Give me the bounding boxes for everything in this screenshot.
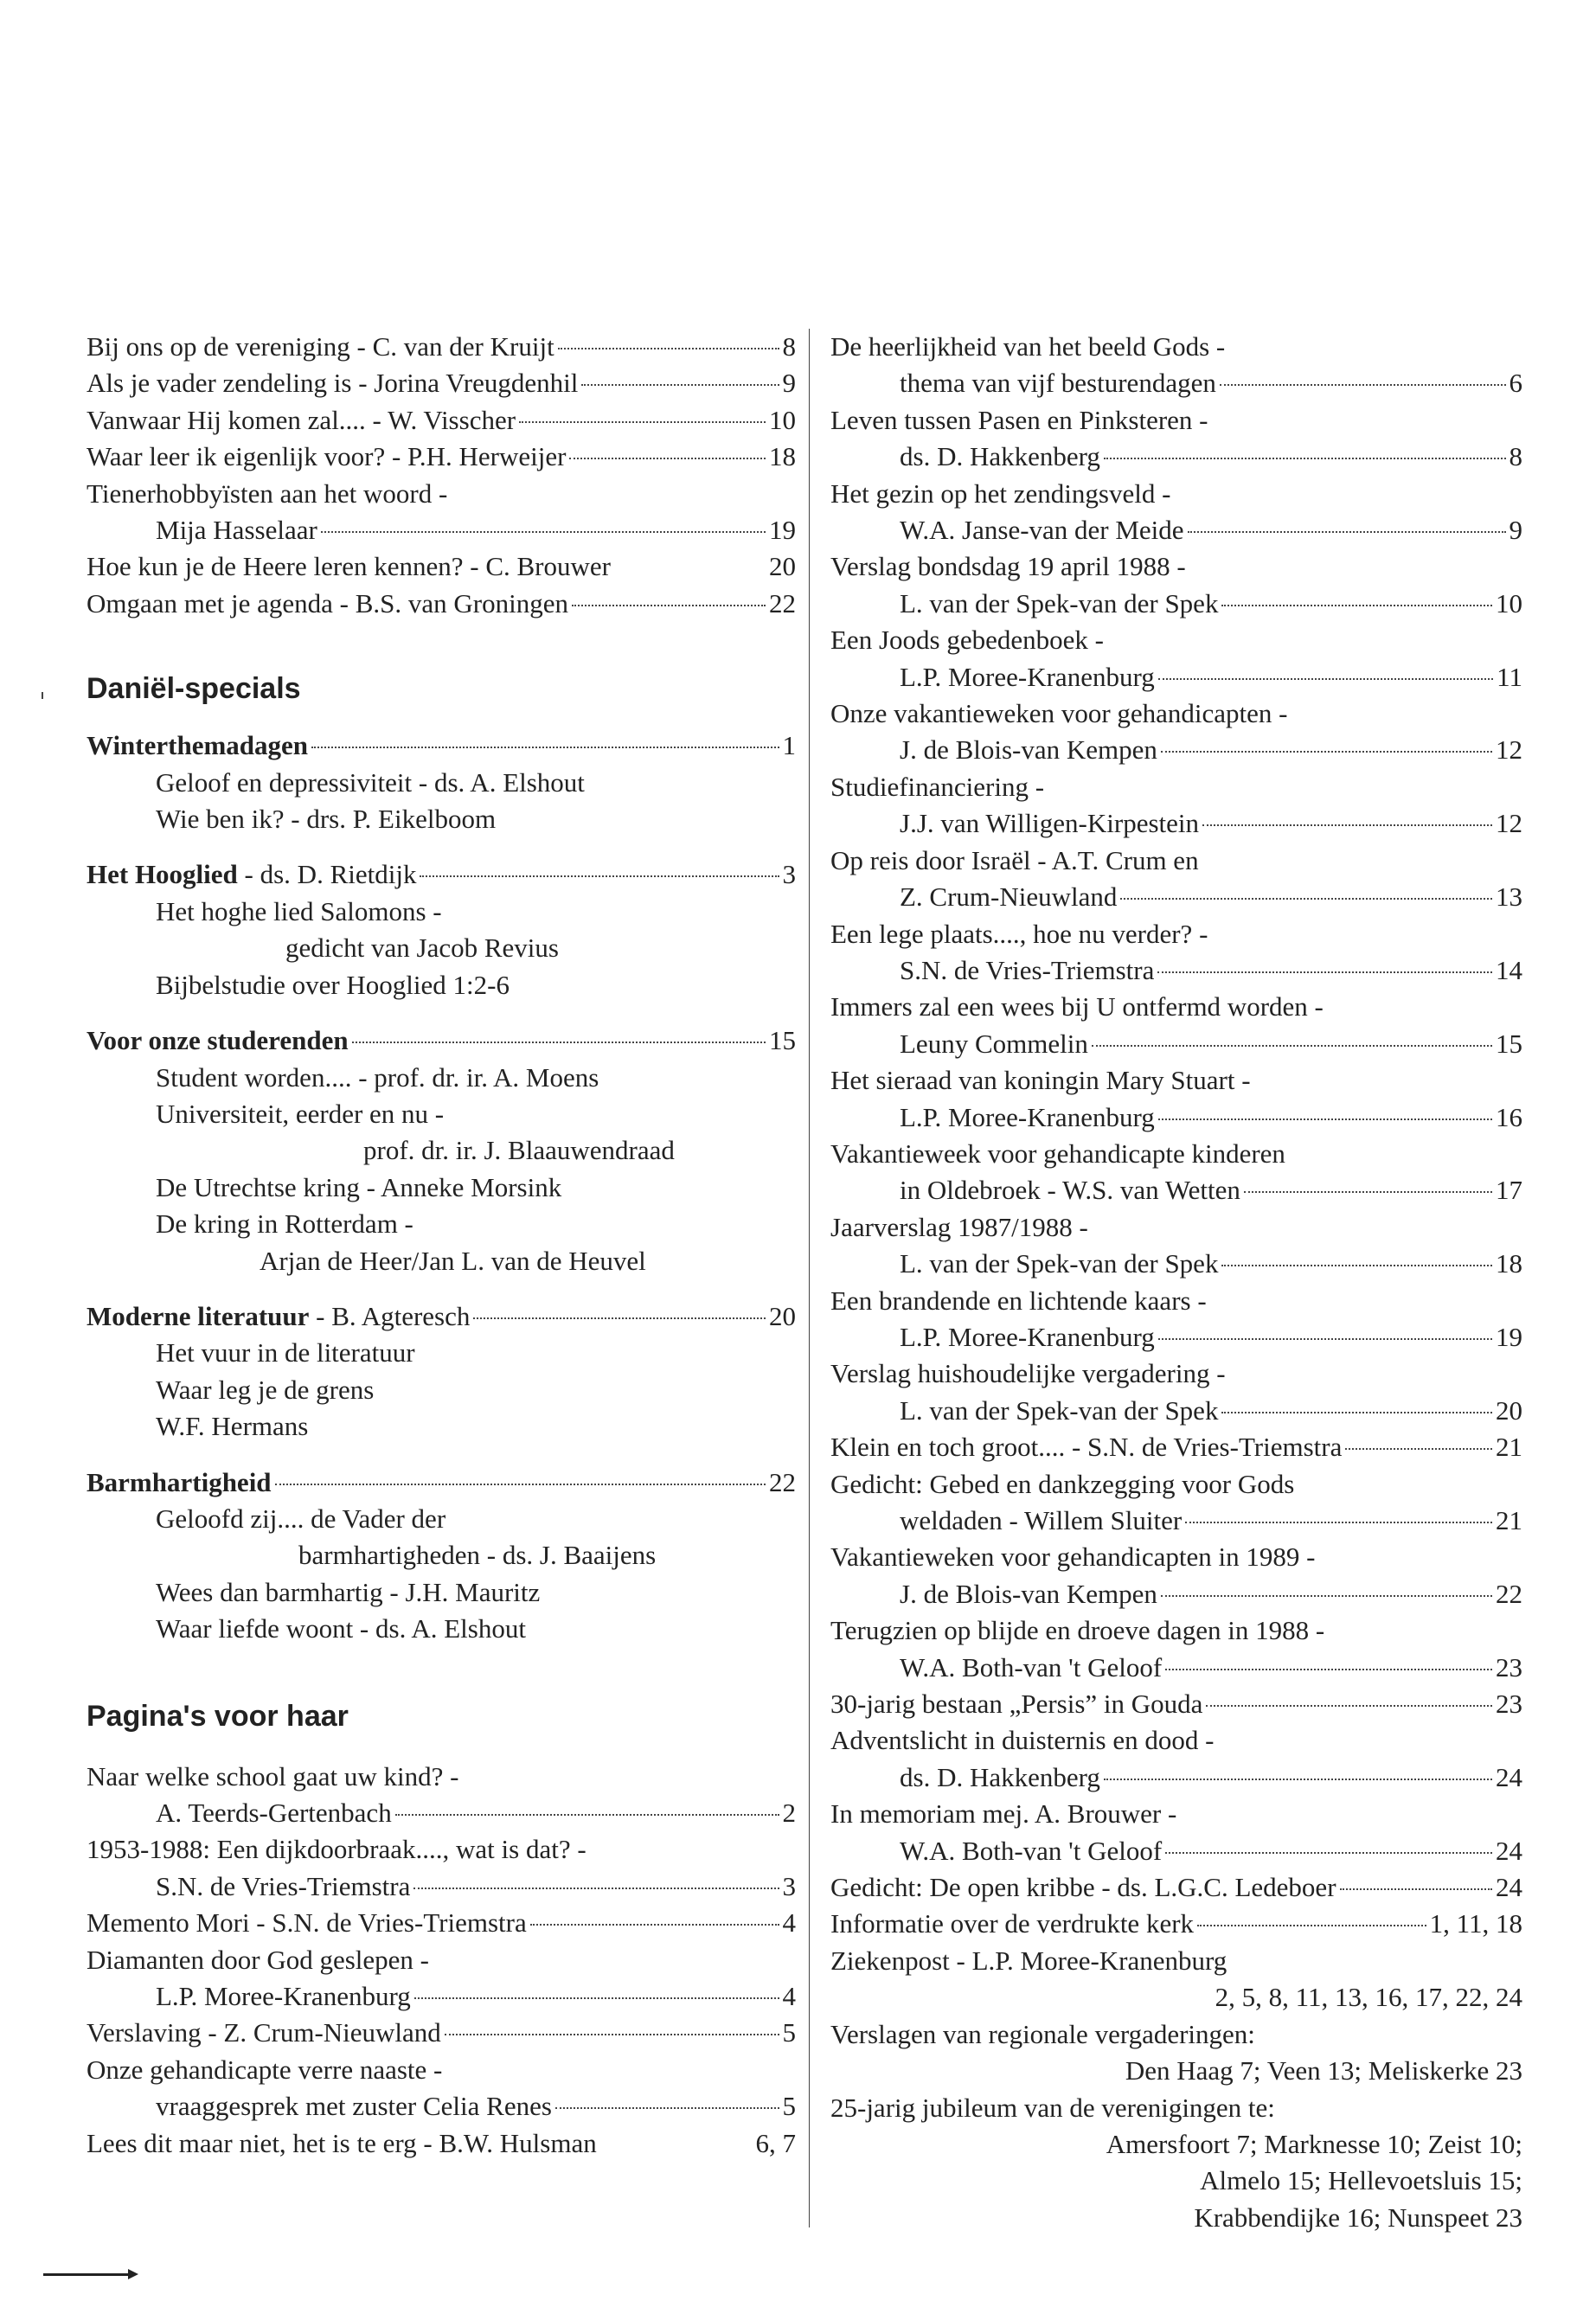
toc-entry[interactable]: Lees dit maar niet, het is te erg - B.W. Hulsman 6, 7 (87, 2127, 796, 2158)
toc-places: Krabbendijke 16; Nunspeet 23 (1194, 2202, 1522, 2233)
toc-subentry[interactable]: Het hoghe lied Salomons - (156, 895, 442, 926)
toc-entry[interactable]: Als je vader zendeling is - Jorina Vreugdenhil 9 (87, 368, 796, 399)
toc-entry-title[interactable]: De heerlijkheid van het beeld Gods - (830, 331, 1226, 362)
right-column (830, 329, 1522, 2236)
toc-pages: 2, 5, 8, 11, 13, 16, 17, 22, 24 (1215, 1982, 1522, 2013)
section-heading-haar: Pagina's voor haar (87, 1699, 349, 1733)
toc-subentry[interactable]: W.F. Hermans (156, 1411, 309, 1442)
toc-entry[interactable]: weldaden - Willem Sluiter 21 (900, 1505, 1522, 1535)
toc-entry[interactable]: Winterthemadagen 1 (87, 730, 796, 761)
toc-entry[interactable]: L.P. Moree-Kranenburg 16 (900, 1101, 1522, 1132)
toc-entry-title[interactable]: Het gezin op het zendingsveld - (830, 478, 1171, 509)
toc-entry[interactable]: J.J. van Willigen-Kirpestein 12 (900, 808, 1522, 839)
toc-entry-title[interactable]: Verslag bondsdag 19 april 1988 - (830, 551, 1186, 582)
toc-entry[interactable]: L. van der Spek-van der Spek 10 (900, 587, 1522, 619)
toc-subentry[interactable]: Waar leg je de grens (156, 1374, 375, 1405)
toc-right-list (830, 329, 1522, 1943)
toc-subentry[interactable]: Wees dan barmhartig - J.H. Mauritz (156, 1576, 541, 1607)
toc-subentry[interactable]: Arjan de Heer/Jan L. van de Heuvel (260, 1245, 646, 1276)
toc-entry[interactable]: Bij ons op de vereniging - C. van der Kruijt 8 (87, 331, 796, 362)
toc-entry[interactable]: J. de Blois-van Kempen 12 (900, 734, 1522, 766)
toc-entry-title[interactable]: Naar welke school gaat uw kind? - (87, 1760, 459, 1791)
toc-entry-title[interactable]: Gedicht: Gebed en dankzegging voor Gods (830, 1468, 1295, 1499)
toc-entry[interactable]: Vanwaar Hij komen zal.... - W. Visscher 10 (87, 404, 796, 435)
toc-entry[interactable]: W.A. Janse-van der Meide 9 (900, 515, 1522, 546)
footer-arrow-mark (43, 2273, 130, 2276)
toc-entry[interactable]: L.P. Moree-Kranenburg 19 (900, 1321, 1522, 1352)
toc-entry-title[interactable]: Adventslicht in duisternis en dood - (830, 1725, 1215, 1756)
toc-subentry[interactable]: barmhartigheden - ds. J. Baaijens (298, 1540, 657, 1571)
toc-entry[interactable]: Klein en toch groot.... - S.N. de Vries-Triemstra 21 (830, 1432, 1522, 1463)
toc-entry-title[interactable]: Vakantieweken voor gehandicapten in 1989 - (830, 1541, 1316, 1573)
toc-entry-title[interactable]: In memoriam mej. A. Brouwer - (830, 1798, 1177, 1830)
toc-entry[interactable]: ds. D. Hakkenberg 8 (900, 441, 1522, 472)
toc-entry[interactable]: in Oldebroek - W.S. van Wetten 17 (900, 1175, 1522, 1206)
toc-entry[interactable]: Mija Hasselaar 19 (156, 515, 796, 546)
toc-subentry[interactable]: Bijbelstudie over Hooglied 1:2-6 (156, 969, 510, 1000)
toc-entry[interactable]: Gedicht: De open kribbe - ds. L.G.C. Ledeboer 24 (830, 1872, 1522, 1903)
toc-entry-title[interactable]: Jaarverslag 1987/1988 - (830, 1211, 1088, 1242)
toc-entry[interactable]: W.A. Both-van 't Geloof 23 (900, 1651, 1522, 1682)
toc-entry[interactable]: W.A. Both-van 't Geloof 24 (900, 1835, 1522, 1866)
toc-entry-title[interactable]: Immers zal een wees bij U ontfermd worden - (830, 991, 1324, 1022)
toc-entry[interactable]: A. Teerds-Gertenbach 2 (156, 1798, 796, 1828)
margin-mark (42, 692, 43, 699)
toc-entry[interactable]: Verslaving - Z. Crum-Nieuwland 5 (87, 2017, 796, 2048)
toc-entry-title[interactable]: Verslagen van regionale vergaderingen: (830, 2018, 1255, 2049)
toc-entry-title[interactable]: Ziekenpost - L.P. Moree-Kranenburg (830, 1945, 1227, 1976)
toc-entry[interactable]: L. van der Spek-van der Spek 18 (900, 1248, 1522, 1279)
left-column (87, 329, 796, 2162)
toc-entry-title[interactable]: Verslag huishoudelijke vergadering - (830, 1358, 1226, 1389)
toc-places: Almelo 15; Hellevoetsluis 15; (1200, 2165, 1522, 2196)
toc-entry[interactable]: L. van der Spek-van der Spek 20 (900, 1394, 1522, 1426)
toc-entry[interactable]: Informatie over de verdrukte kerk 1, 11, 18 (830, 1908, 1522, 1939)
toc-entry-title[interactable]: Studiefinanciering - (830, 771, 1045, 802)
toc-entry-title[interactable]: Tienerhobbyïsten aan het woord - (87, 478, 448, 509)
toc-subentry[interactable]: Waar liefde woont - ds. A. Elshout (156, 1613, 526, 1644)
toc-entry-title[interactable]: Diamanten door God geslepen - (87, 1944, 429, 1975)
toc-subentry[interactable]: Student worden.... - prof. dr. ir. A. Moens (156, 1061, 599, 1093)
toc-intro (87, 329, 796, 622)
toc-entry[interactable]: 30-jarig bestaan „Persis” in Gouda 23 (830, 1689, 1522, 1720)
toc-entry[interactable]: Memento Mori - S.N. de Vries-Triemstra 4 (87, 1907, 796, 1939)
toc-entry[interactable]: Barmhartigheid 22 (87, 1466, 796, 1497)
toc-entry-title[interactable]: 25-jarig jubileum van de verenigingen te: (830, 2092, 1275, 2123)
toc-entry[interactable]: L.P. Moree-Kranenburg 4 (156, 1981, 796, 2012)
toc-subentry[interactable]: Het vuur in de literatuur (156, 1337, 415, 1368)
toc-entry-title[interactable]: Een Joods gebedenboek - (830, 625, 1104, 656)
toc-entry-title[interactable]: Terugzien op blijde en droeve dagen in 1988 - (830, 1615, 1325, 1646)
toc-entry-title[interactable]: Een lege plaats...., hoe nu verder? - (830, 918, 1208, 949)
toc-subentry[interactable]: Geloof en depressiviteit - ds. A. Elshout (156, 766, 585, 798)
toc-entry[interactable]: S.N. de Vries-Triemstra 3 (156, 1870, 796, 1901)
toc-entry-title[interactable]: 1953-1988: Een dijkdoorbraak...., wat is dat? - (87, 1834, 586, 1865)
toc-places: Den Haag 7; Veen 13; Meliskerke 23 (1125, 2055, 1522, 2086)
toc-entry[interactable]: Hoe kun je de Heere leren kennen? - C. Brouwer 20 (87, 551, 796, 582)
toc-entry[interactable]: Moderne literatuur - B. Agteresch 20 (87, 1300, 796, 1331)
toc-subentry[interactable]: De kring in Rotterdam - (156, 1208, 413, 1240)
section-heading-daniel: Daniël-specials (87, 672, 301, 706)
toc-entry[interactable]: vraaggesprek met zuster Celia Renes 5 (156, 2091, 796, 2122)
toc-subentry[interactable]: gedicht van Jacob Revius (285, 933, 559, 964)
toc-subentry[interactable]: Wie ben ik? - drs. P. Eikelboom (156, 804, 497, 835)
column-divider (809, 329, 810, 2227)
toc-entry-title[interactable]: Het sieraad van koningin Mary Stuart - (830, 1065, 1251, 1096)
toc-entry[interactable]: thema van vijf besturendagen 6 (900, 368, 1522, 399)
toc-entry[interactable]: S.N. de Vries-Triemstra 14 (900, 954, 1522, 985)
toc-entry[interactable]: J. de Blois-van Kempen 22 (900, 1578, 1522, 1609)
toc-entry-title[interactable]: Op reis door Israël - A.T. Crum en (830, 844, 1199, 875)
toc-entry[interactable]: Het Hooglied - ds. D. Rietdijk 3 (87, 859, 796, 890)
toc-entry[interactable]: L.P. Moree-Kranenburg 11 (900, 661, 1522, 692)
toc-entry[interactable]: ds. D. Hakkenberg 24 (900, 1761, 1522, 1792)
toc-entry[interactable]: Waar leer ik eigenlijk voor? - P.H. Herweijer 18 (87, 441, 796, 472)
toc-subentry[interactable]: De Utrechtse kring - Anneke Morsink (156, 1171, 562, 1202)
toc-subentry[interactable]: prof. dr. ir. J. Blaauwendraad (363, 1135, 675, 1166)
toc-entry[interactable]: Voor onze studerenden 15 (87, 1025, 796, 1056)
toc-entry-title[interactable]: Onze vakantieweken voor gehandicapten - (830, 698, 1288, 729)
toc-subentry[interactable]: Universiteit, eerder en nu - (156, 1098, 445, 1129)
toc-entry-title[interactable]: Vakantieweek voor gehandicapte kinderen (830, 1138, 1285, 1169)
toc-entry[interactable]: Leuny Commelin 15 (900, 1028, 1522, 1059)
toc-entry[interactable]: Z. Crum-Nieuwland 13 (900, 881, 1522, 913)
toc-entry-title[interactable]: Leven tussen Pasen en Pinksteren - (830, 404, 1208, 435)
toc-subentry[interactable]: Geloofd zij.... de Vader der (156, 1503, 446, 1534)
toc-entry-title[interactable]: Onze gehandicapte verre naaste - (87, 2054, 443, 2085)
toc-entry[interactable]: Omgaan met je agenda - B.S. van Groningen 22 (87, 587, 796, 619)
toc-places: Amersfoort 7; Marknesse 10; Zeist 10; (1106, 2128, 1522, 2159)
toc-entry-title[interactable]: Een brandende en lichtende kaars - (830, 1285, 1207, 1316)
